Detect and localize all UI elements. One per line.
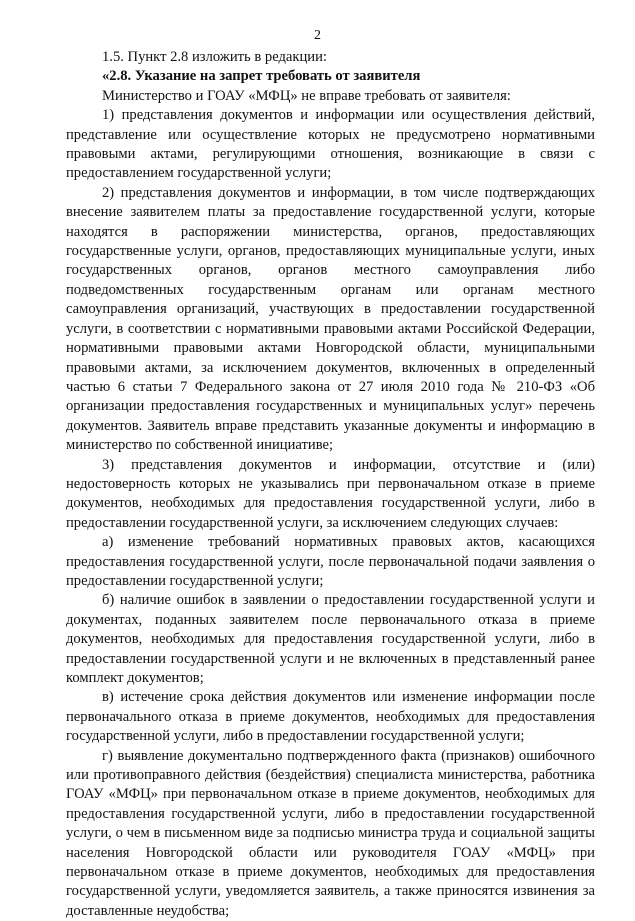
paragraph-item-3: 3) представления документов и информации, отсутствие и (или) недостоверность которых не указывались при первоначальном отказе в приеме документов, необходимых для предоставления государственной услуги, либо в предоставлении государственной услуги, за исключением следующих случаев: [66,456,595,531]
paragraph-amendment-intro: 1.5. Пункт 2.8 изложить в редакции: [102,49,327,65]
paragraph-subitem-a: а) изменение требований нормативных правовых актов, касающихся предоставления государственной услуги, после первоначальной подачи заявления о предоставлении государственной услуги; [66,534,595,589]
paragraph-item-2: 2) представления документов и информации, в том числе подтверждающих внесение заявителем платы за предоставление государственной услуги, которые находятся в распоряжении министерства, органов, предоставляющих государственные услуги, органов, предоставляющих муниципальные услуги, иных государственных органов, органов местного самоуправления либо подведомственных государственным органам или органам местного самоуправления организаций, участвующих в предоставлении государственной услуги, в соответствии с нормативными правовыми актами Российской Федерации, нормативными правовыми актами Новгородской области, муниципальными правовыми актами, за исключением документов, включенных в определенный частью 6 статьи 7 Федерального закона от 27 июля 2010 года № 210-ФЗ «Об организации предоставления государственных и муниципальных услуг» перечень документов. Заявитель вправе представить указанные документы и информацию в министерство по собственной инициативе; [66,184,595,454]
paragraph-subitem-g: г) выявление документально подтвержденного факта (признаков) ошибочного или противоправного действия (бездействия) специалиста министерства, работника ГОАУ «МФЦ» при первоначальном отказе в приеме документов, необходимых для предоставления государственной услуги, либо в предоставлении государственной услуги, о чем в письменном виде за подписью министра труда и социальной защиты населения Новгородской области или руководителя ГОАУ «МФЦ» при первоначальном отказе в приеме документов, необходимых для предоставления государственной услуги, уведомляется заявитель, а также приносятся извинения за доставленные неудобства; [66,747,595,919]
section-heading: «2.8. Указание на запрет требовать от заявителя [102,68,421,85]
paragraph-subitem-b: б) наличие ошибок в заявлении о предоставлении государственной услуги и документах, поданных заявителем после первоначального отказа в приеме документов, необходимых для предоставления государственной услуги, либо в предоставлении государственной услуги и не включенных в представленный ранее комплект документов; [66,592,595,686]
document-body [66,48,595,921]
page-number: 2 [314,28,321,43]
paragraph-lead: Министерство и ГОАУ «МФЦ» не вправе требовать от заявителя: [102,87,511,104]
paragraph-item-1: 1) представления документов и информации или осуществления действий, представление или осуществление которых не предусмотрено нормативными правовыми актами, регулирующими отношения, возникающие в связи с предоставлением государственной услуги; [66,107,595,182]
paragraph-subitem-v: в) истечение срока действия документов или изменение информации после первоначального отказа в приеме документов, необходимых для предоставления государственной услуги, либо в предоставлении государственной услуги; [66,689,595,745]
